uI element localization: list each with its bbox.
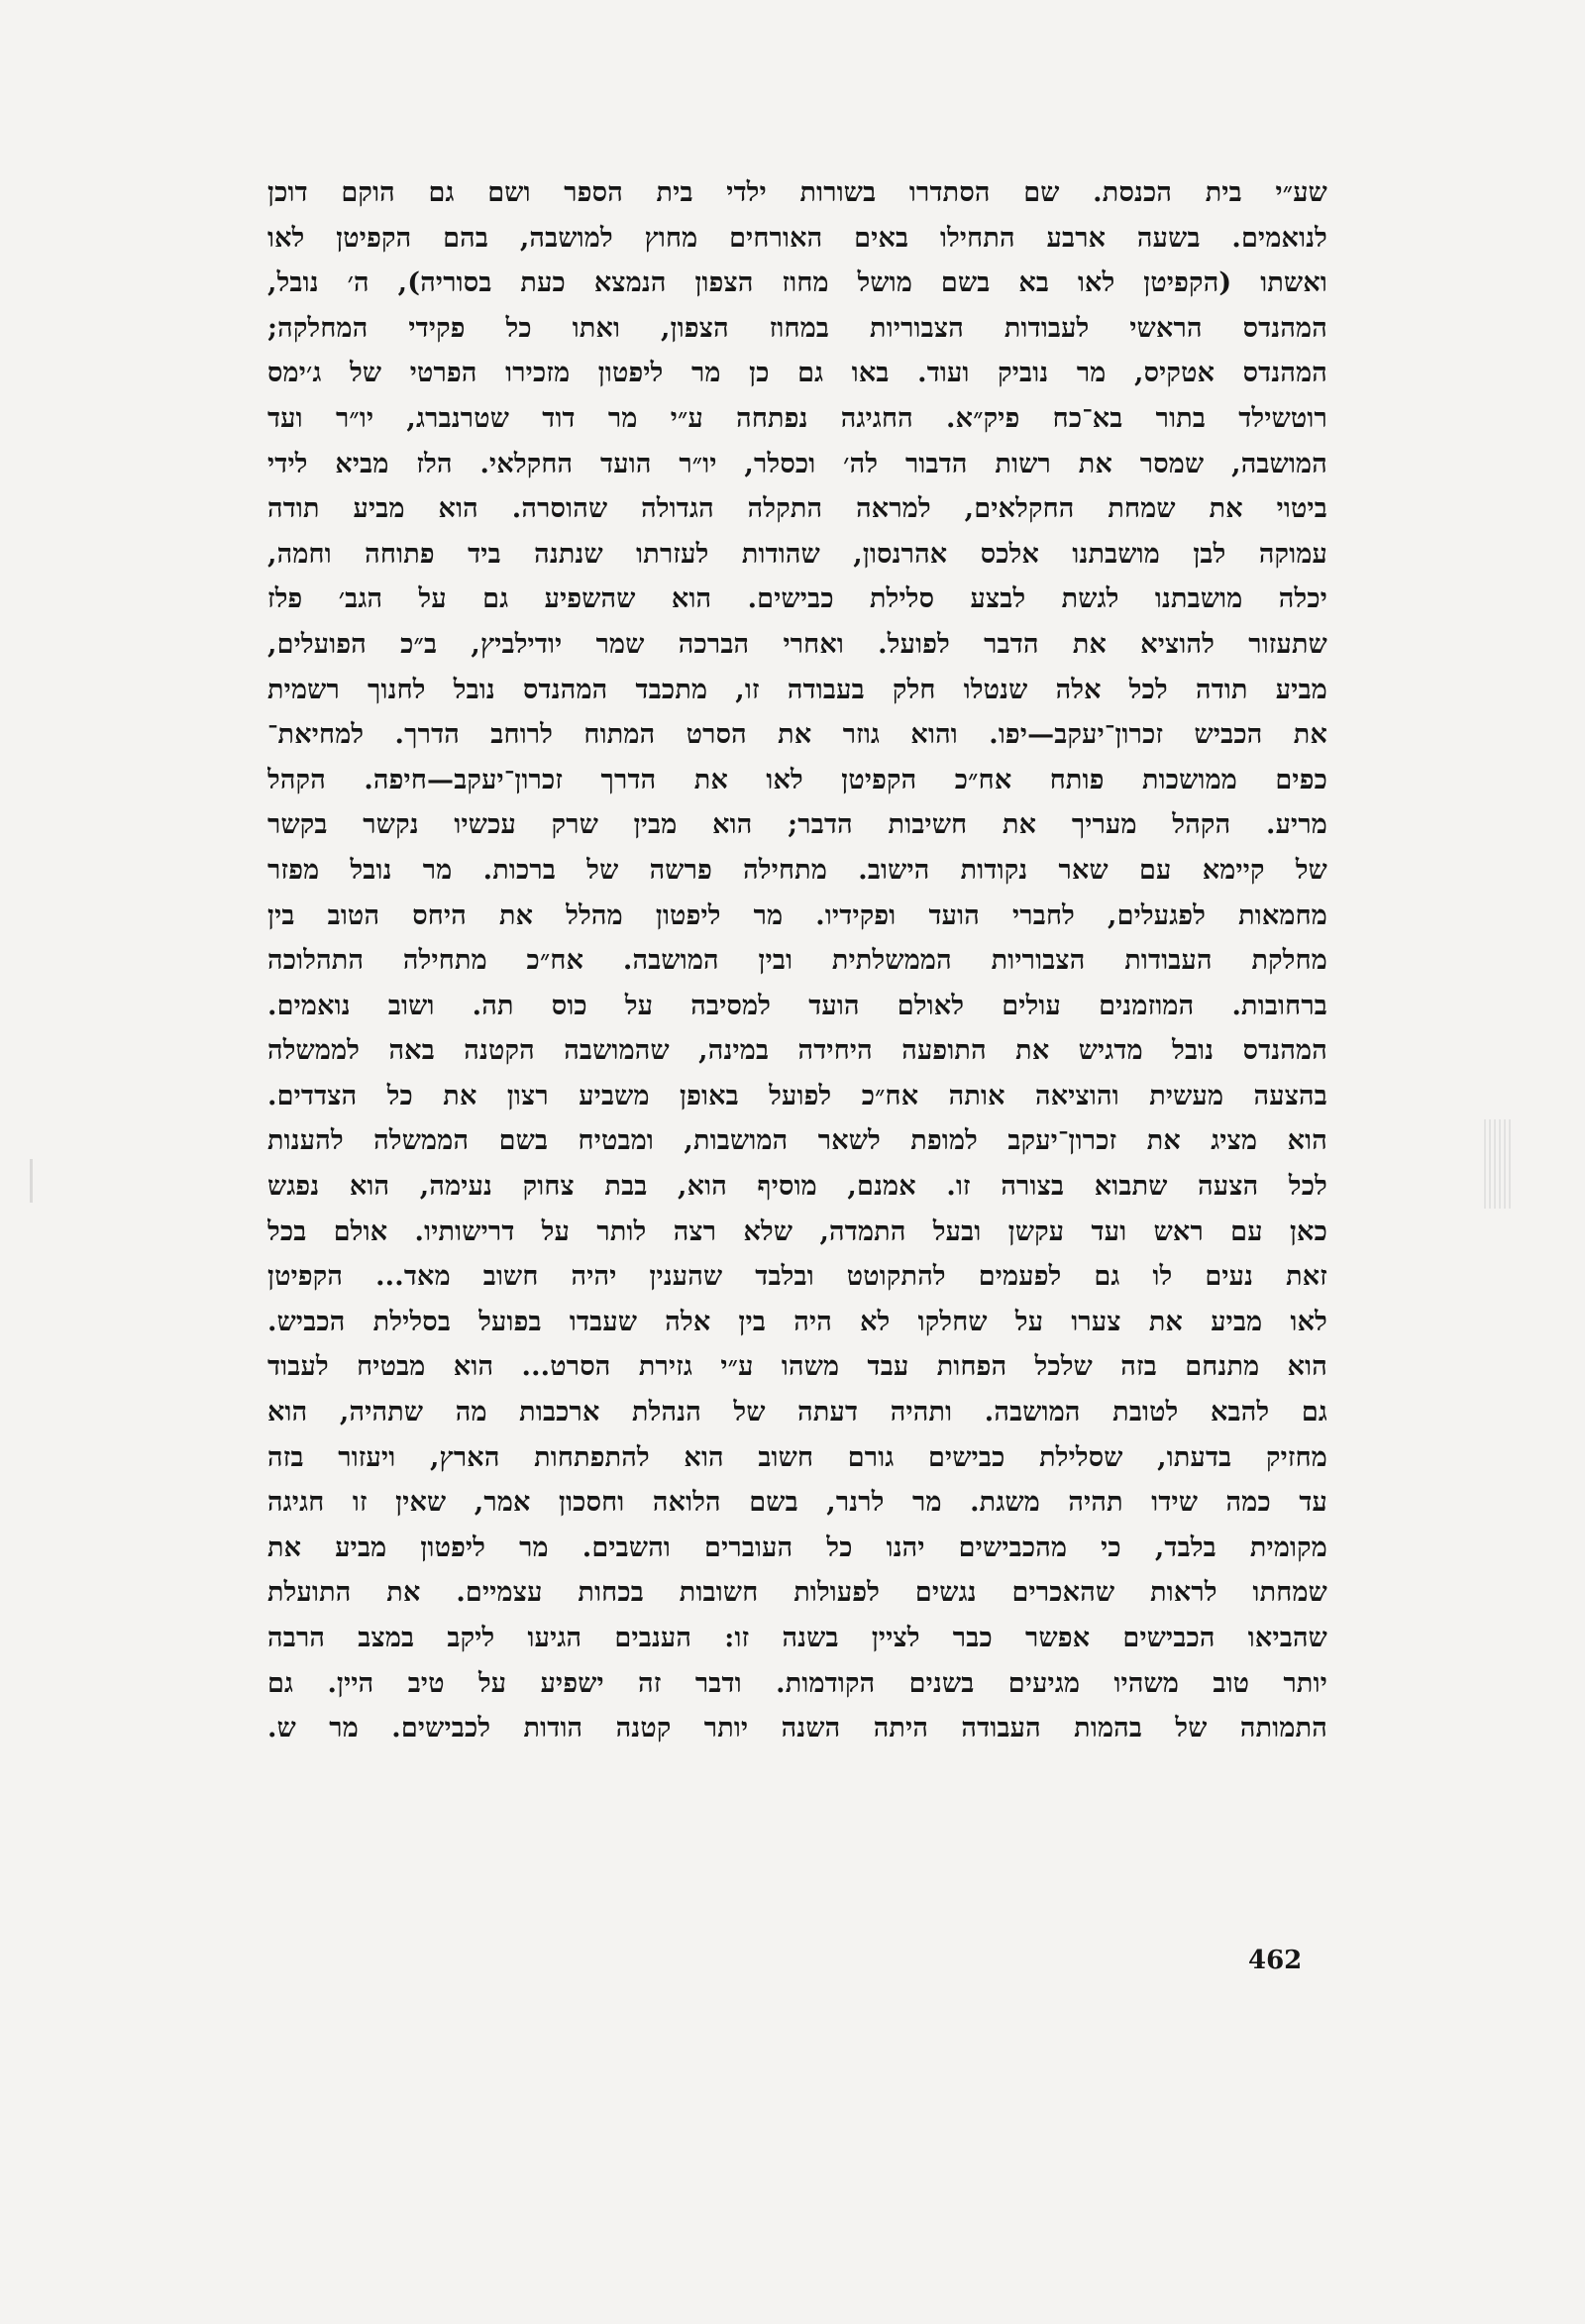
text-line: כפים ממושכות פותח אח״כ הקפיטן לאו את הדרך זכרון־יעקב—חיפה. הקהל <box>267 764 1327 795</box>
text-line: מחמאות לפגעלים, לחברי הועד ופקידיו. מר ליפטון מהלל את היחס הטוב בין <box>267 899 1327 931</box>
page-number: 462 <box>1248 1946 1303 1975</box>
text-line: התמותה של בהמות העבודה היתה השנה יותר קטנה הודות לכבישים. מר ש. <box>267 1713 1327 1744</box>
scan-artifact <box>30 1159 33 1203</box>
text-line: ואשתו (הקפיטן לאו בא בשם מושל מחוז הצפון הנמצא כעת בסוריה), ה׳ נובל, <box>267 267 1327 299</box>
text-line: הוא מציג את זכרון־יעקב למופת לשאר המושבות, ומבטיח בשם הממשלה להענות <box>267 1125 1327 1157</box>
text-line: שע״י בית הכנסת. שם הסתדרו בשורות ילדי בית הספר ושם גם הוקם דוכן <box>267 177 1327 208</box>
text-line: המהנדס הראשי לעבודות הצבוריות במחוז הצפון, ואתו כל פקידי המחלקה; <box>267 312 1327 344</box>
text-line: מריע. הקהל מעריך את חשיבות הדבר; הוא מבין שרק עכשיו נקשר בקשר <box>267 809 1327 841</box>
text-line: שתעזור להוציא את הדבר לפועל. ואחרי הברכה שמר יודילביץ, ב״כ הפועלים, <box>267 628 1327 660</box>
scan-artifact <box>1484 1119 1514 1209</box>
text-line: שהביאו הכבישים אפשר כבר לציין בשנה זו: הענבים הגיעו ליקב במצב הרבה <box>267 1623 1327 1653</box>
text-line: זאת נעים לו גם לפעמים להתקוטט ובלבד שהענין יהיה חשוב מאד... הקפיטן <box>267 1261 1327 1293</box>
body-text <box>267 170 1327 1751</box>
text-line: יכלה מושבתנו לגשת לבצע סלילת כבישים. הוא שהשפיע גם על הגב׳ פלז <box>267 583 1327 615</box>
text-line: עד כמה שידו תהיה משגת. מר לרנר, בשם הלואה וחסכון אמר, שאין זו חגיגה <box>267 1487 1327 1519</box>
text-line: לכל הצעה שתבוא בצורה זו. אמנם, מוסיף הוא, בבת צחוק נעימה, הוא נפגש <box>267 1171 1327 1203</box>
text-line: רוטשילד בתור בא־כח פיק״א. החגיגה נפתחה ע״י מר דוד שטרנברג, יו״ר ועד <box>267 402 1327 434</box>
text-line: שמחתו לראות שהאכרים נגשים לפעולות חשובות בכחות עצמיים. את התועלת <box>267 1577 1327 1609</box>
text-line: ברחובות. המוזמנים עולים לאולם הועד למסיבה על כוס תה. ושוב נואמים. <box>267 990 1327 1021</box>
text-line: את הכביש זכרון־יעקב—יפו. והוא גוזר את הסרט המתוח לרוחב הדרך. למחיאת־ <box>267 719 1327 751</box>
text-line: גם להבא לטובת המושבה. ותהיה דעתה של הנהלת ארכבות מה שתהיה, הוא <box>267 1397 1327 1428</box>
text-line: עמוקה לבן מושבתנו אלכס אהרנסון, שהודות לעזרתו שנתנה ביד פתוחה וחמה, <box>267 538 1327 570</box>
text-line: המהנדס נובל מדגיש את התופעה היחידה במינה, שהמושבה הקטנה באה לממשלה <box>267 1035 1327 1067</box>
text-line: בהצעה מעשית והוציאה אותה אח״כ לפועל באופן משביע רצון את כל הצדדים. <box>267 1080 1327 1111</box>
text-line: של קיימא עם שאר נקודות הישוב. מתחילה פרשה של ברכות. מר נובל מפזר <box>267 854 1327 886</box>
text-line: המהנדס אטקיס, מר נוביק ועוד. באו גם כן מר ליפטון מזכירו הפרטי של ג׳ימס <box>267 358 1327 389</box>
text-line: כאן עם ראש ועד עקשן ובעל התמדה, שלא רצה לותר על דרישותיו. אולם בכל <box>267 1215 1327 1247</box>
text-line: לנואמים. בשעה ארבע התחילו באים האורחים מחוץ למושבה, בהם הקפיטן לאו <box>267 222 1327 254</box>
text-line: המושבה, שמסר את רשות הדבור לה׳ וכסלר, יו״ר הועד החקלאי. הלז מביא לידי <box>267 448 1327 479</box>
text-line: מביע תודה לכל אלה שנטלו חלק בעבודה זו, מתכבד המהנדס נובל לחנוך רשמית <box>267 674 1327 705</box>
text-line: מחזיק בדעתו, שסלילת כבישים גורם חשוב הוא להתפתחות הארץ, ויעזור בזה <box>267 1441 1327 1473</box>
text-line: לאו מביע את צערו על שחלקו לא היה בין אלה שעבדו בפועל בסלילת הכביש. <box>267 1306 1327 1337</box>
text-line: ביטוי את שמחת החקלאים, למראה התקלה הגדולה שהוסרה. הוא מביע תודה <box>267 493 1327 525</box>
text-line: יותר טוב משהיו מגיעים בשנים הקודמות. ודבר זה ישפיע על טיב היין. גם <box>267 1667 1327 1699</box>
text-line: מחלקת העבודות הצבוריות הממשלתית ובין המושבה. אח״כ מתחילה התהלוכה <box>267 945 1327 977</box>
text-line: מקומית בלבד, כי מהכבישים יהנו כל העוברים והשבים. מר ליפטון מביע את <box>267 1532 1327 1563</box>
text-line: הוא מתנחם בזה שלכל הפחות עבד משהו ע״י גזירת הסרט... הוא מבטיח לעבוד <box>267 1351 1327 1383</box>
